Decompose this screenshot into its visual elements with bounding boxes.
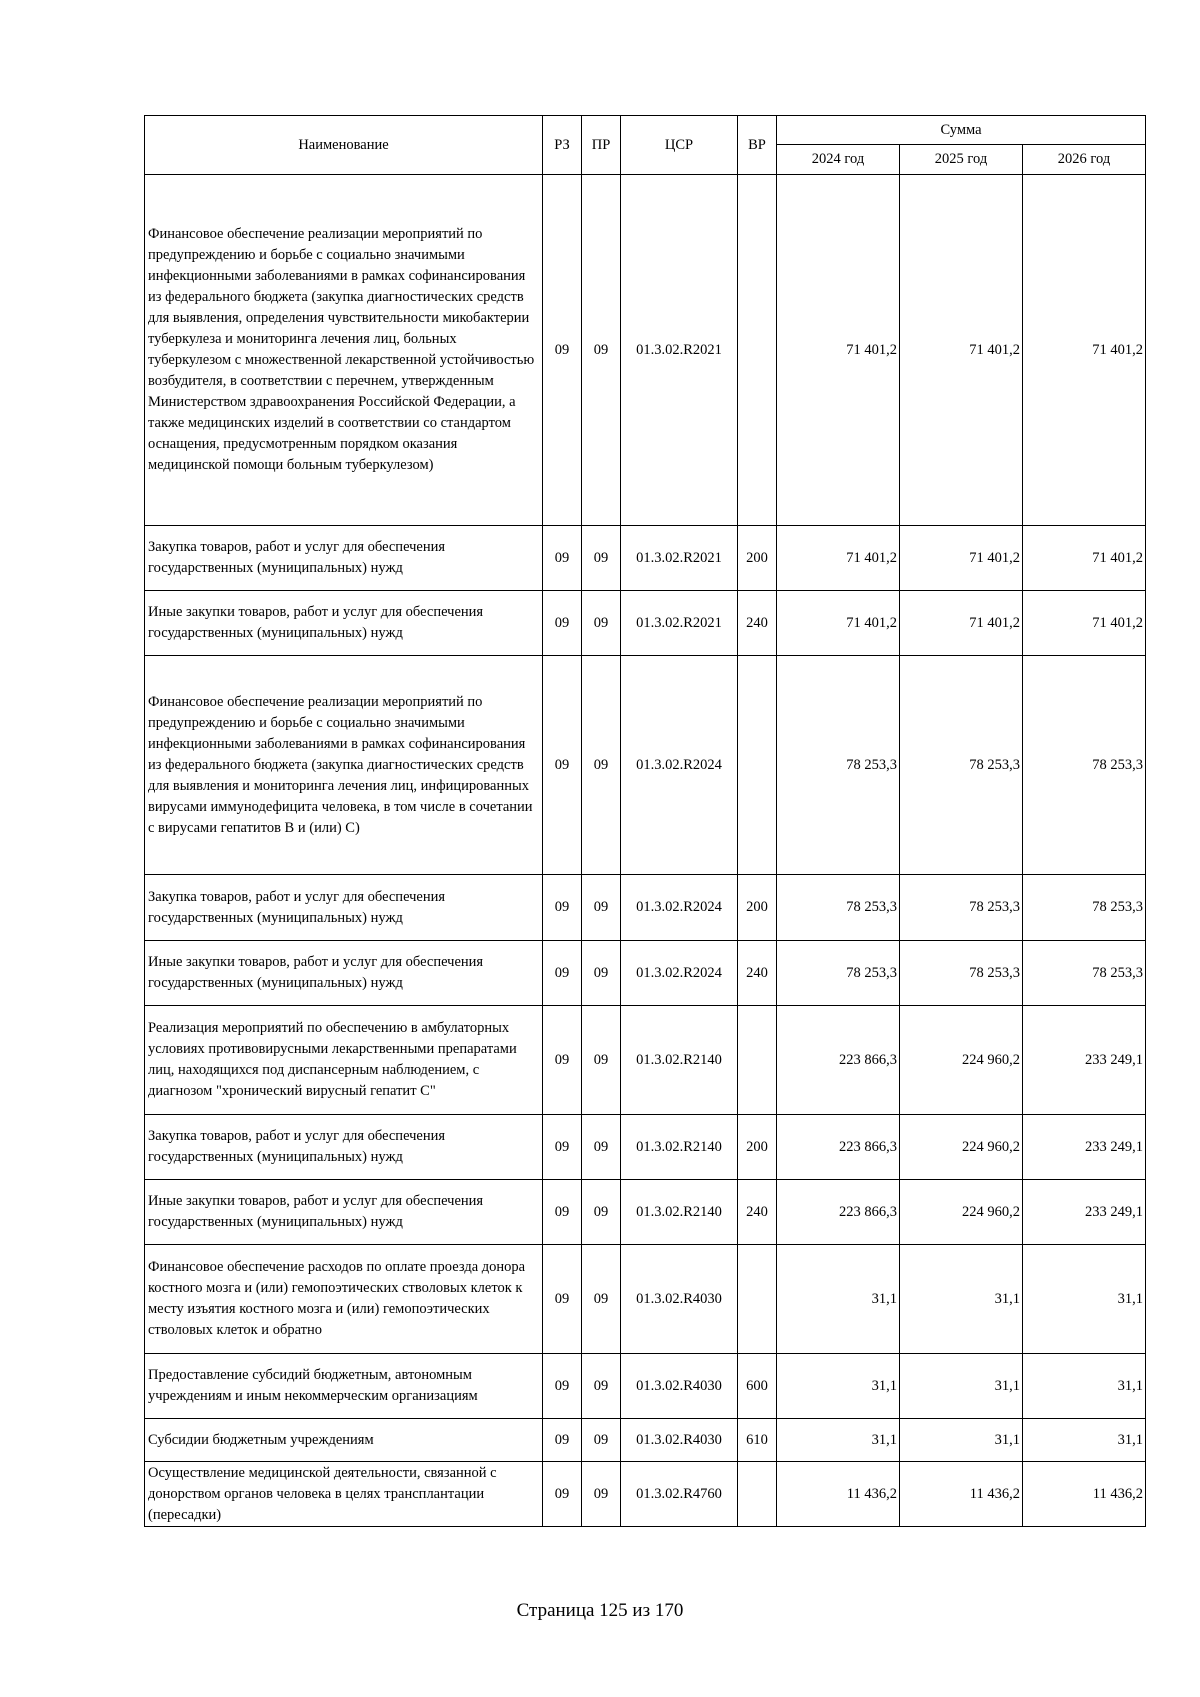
row-rz: 09 <box>543 875 582 941</box>
row-value-2026: 233 249,1 <box>1023 1006 1146 1115</box>
row-rz: 09 <box>543 1245 582 1354</box>
row-name: Закупка товаров, работ и услуг для обеспечения государственных (муниципальных) нужд <box>145 526 543 591</box>
row-value-2025: 224 960,2 <box>900 1115 1023 1180</box>
header-csr: ЦСР <box>621 116 738 175</box>
row-csr: 01.3.02.R4030 <box>621 1245 738 1354</box>
row-pr: 09 <box>582 1245 621 1354</box>
table-row <box>145 941 1146 1006</box>
row-value-2024: 223 866,3 <box>777 1006 900 1115</box>
row-csr: 01.3.02.R2024 <box>621 875 738 941</box>
row-value-2026: 71 401,2 <box>1023 175 1146 526</box>
header-year-2024: 2024 год <box>777 145 900 175</box>
row-rz: 09 <box>543 175 582 526</box>
row-value-2026: 233 249,1 <box>1023 1180 1146 1245</box>
row-value-2024: 31,1 <box>777 1245 900 1354</box>
table-row <box>145 1006 1146 1115</box>
row-vr <box>738 656 777 875</box>
table-row <box>145 526 1146 591</box>
header-year-2026: 2026 год <box>1023 145 1146 175</box>
table-row <box>145 1115 1146 1180</box>
row-vr <box>738 175 777 526</box>
row-value-2025: 78 253,3 <box>900 875 1023 941</box>
row-pr: 09 <box>582 526 621 591</box>
row-value-2026: 71 401,2 <box>1023 526 1146 591</box>
table-header <box>145 116 1146 175</box>
budget-table <box>144 115 1146 1527</box>
row-value-2025: 71 401,2 <box>900 526 1023 591</box>
row-csr: 01.3.02.R2021 <box>621 591 738 656</box>
table-row <box>145 1245 1146 1354</box>
table-row <box>145 1419 1146 1462</box>
row-value-2025: 11 436,2 <box>900 1462 1023 1527</box>
row-name: Реализация мероприятий по обеспечению в амбулаторных условиях противовирусными лекарственными препаратами лиц, находящихся под диспансерным наблюдением, с диагнозом "хронический вирусный гепатит С" <box>145 1006 543 1115</box>
row-name: Финансовое обеспечение расходов по оплате проезда донора костного мозга и (или) гемопоэтических стволовых клеток к месту изъятия костного мозга и (или) гемопоэтических стволовых клеток и обратно <box>145 1245 543 1354</box>
row-value-2025: 224 960,2 <box>900 1006 1023 1115</box>
row-pr: 09 <box>582 1115 621 1180</box>
row-value-2026: 233 249,1 <box>1023 1115 1146 1180</box>
row-csr: 01.3.02.R2021 <box>621 175 738 526</box>
row-vr <box>738 1462 777 1527</box>
row-value-2026: 31,1 <box>1023 1354 1146 1419</box>
row-vr <box>738 1006 777 1115</box>
row-rz: 09 <box>543 941 582 1006</box>
row-name: Предоставление субсидий бюджетным, автономным учреждениям и иным некоммерческим организациям <box>145 1354 543 1419</box>
header-pr: ПР <box>582 116 621 175</box>
row-rz: 09 <box>543 1180 582 1245</box>
row-csr: 01.3.02.R4030 <box>621 1419 738 1462</box>
row-csr: 01.3.02.R4030 <box>621 1354 738 1419</box>
table-row <box>145 175 1146 526</box>
row-pr: 09 <box>582 941 621 1006</box>
table-row <box>145 1180 1146 1245</box>
row-name: Субсидии бюджетным учреждениям <box>145 1419 543 1462</box>
table-row <box>145 591 1146 656</box>
row-value-2025: 224 960,2 <box>900 1180 1023 1245</box>
row-vr: 200 <box>738 526 777 591</box>
header-vr: ВР <box>738 116 777 175</box>
row-rz: 09 <box>543 1462 582 1527</box>
row-rz: 09 <box>543 1354 582 1419</box>
row-pr: 09 <box>582 875 621 941</box>
row-vr: 610 <box>738 1419 777 1462</box>
row-pr: 09 <box>582 1354 621 1419</box>
row-pr: 09 <box>582 1180 621 1245</box>
table-row <box>145 1462 1146 1527</box>
row-csr: 01.3.02.R2021 <box>621 526 738 591</box>
row-name: Иные закупки товаров, работ и услуг для обеспечения государственных (муниципальных) нужд <box>145 1180 543 1245</box>
row-pr: 09 <box>582 656 621 875</box>
row-pr: 09 <box>582 1462 621 1527</box>
row-vr: 240 <box>738 941 777 1006</box>
header-name: Наименование <box>145 116 543 175</box>
row-csr: 01.3.02.R4760 <box>621 1462 738 1527</box>
row-csr: 01.3.02.R2140 <box>621 1006 738 1115</box>
row-vr: 600 <box>738 1354 777 1419</box>
row-rz: 09 <box>543 526 582 591</box>
row-name: Закупка товаров, работ и услуг для обеспечения государственных (муниципальных) нужд <box>145 875 543 941</box>
row-value-2025: 71 401,2 <box>900 591 1023 656</box>
row-value-2026: 71 401,2 <box>1023 591 1146 656</box>
row-rz: 09 <box>543 1115 582 1180</box>
row-value-2024: 71 401,2 <box>777 591 900 656</box>
row-name: Финансовое обеспечение реализации мероприятий по предупреждению и борьбе с социально значимыми инфекционными заболеваниями в рамках софинансирования из федерального бюджета (закупка диагностических средств для выявления и мониторинга лечения лиц, инфицированных вирусами иммунодефицита человека, в том числе в сочетании с вирусами гепатитов В и (или) С) <box>145 656 543 875</box>
row-rz: 09 <box>543 1419 582 1462</box>
row-value-2025: 31,1 <box>900 1245 1023 1354</box>
row-pr: 09 <box>582 591 621 656</box>
header-row-top <box>145 116 1146 145</box>
row-value-2025: 31,1 <box>900 1354 1023 1419</box>
row-value-2026: 78 253,3 <box>1023 875 1146 941</box>
row-value-2026: 11 436,2 <box>1023 1462 1146 1527</box>
row-vr: 240 <box>738 1180 777 1245</box>
row-vr <box>738 1245 777 1354</box>
row-csr: 01.3.02.R2024 <box>621 941 738 1006</box>
page-number: Страница 125 из 170 <box>516 1600 684 1621</box>
row-name: Финансовое обеспечение реализации мероприятий по предупреждению и борьбе с социально значимыми инфекционными заболеваниями в рамках софинансирования из федерального бюджета (закупка диагностических средств для выявления, определения чувствительности микобактерии туберкулеза и мониторинга лечения лиц, больных туберкулезом с множественной лекарственной устойчивостью возбудителя, в соответствии с перечнем, утвержденным Министерством здравоохранения Российской Федерации, а также медицинских изделий в соответствии со стандартом оснащения, предусмотренным порядком оказания медицинской помощи больным туберкулезом) <box>145 175 543 526</box>
row-value-2024: 78 253,3 <box>777 875 900 941</box>
row-value-2024: 223 866,3 <box>777 1115 900 1180</box>
row-name: Иные закупки товаров, работ и услуг для обеспечения государственных (муниципальных) нужд <box>145 591 543 656</box>
row-value-2025: 31,1 <box>900 1419 1023 1462</box>
row-pr: 09 <box>582 175 621 526</box>
row-value-2024: 71 401,2 <box>777 526 900 591</box>
header-sum: Сумма <box>777 116 1146 145</box>
row-value-2026: 31,1 <box>1023 1245 1146 1354</box>
row-value-2025: 78 253,3 <box>900 656 1023 875</box>
header-year-2025: 2025 год <box>900 145 1023 175</box>
row-value-2024: 71 401,2 <box>777 175 900 526</box>
row-value-2024: 78 253,3 <box>777 656 900 875</box>
row-value-2025: 78 253,3 <box>900 941 1023 1006</box>
row-value-2024: 31,1 <box>777 1354 900 1419</box>
row-value-2026: 31,1 <box>1023 1419 1146 1462</box>
row-value-2024: 78 253,3 <box>777 941 900 1006</box>
table-row <box>145 656 1146 875</box>
row-value-2024: 31,1 <box>777 1419 900 1462</box>
row-vr: 200 <box>738 1115 777 1180</box>
row-value-2026: 78 253,3 <box>1023 656 1146 875</box>
row-vr: 240 <box>738 591 777 656</box>
row-rz: 09 <box>543 656 582 875</box>
row-name: Иные закупки товаров, работ и услуг для обеспечения государственных (муниципальных) нужд <box>145 941 543 1006</box>
row-csr: 01.3.02.R2140 <box>621 1115 738 1180</box>
row-name: Закупка товаров, работ и услуг для обеспечения государственных (муниципальных) нужд <box>145 1115 543 1180</box>
row-rz: 09 <box>543 591 582 656</box>
row-rz: 09 <box>543 1006 582 1115</box>
row-value-2024: 11 436,2 <box>777 1462 900 1527</box>
header-rz: РЗ <box>543 116 582 175</box>
row-csr: 01.3.02.R2140 <box>621 1180 738 1245</box>
table-row <box>145 1354 1146 1419</box>
row-value-2024: 223 866,3 <box>777 1180 900 1245</box>
table-row <box>145 875 1146 941</box>
row-name: Осуществление медицинской деятельности, связанной с донорством органов человека в целях трансплантации (пересадки) <box>145 1462 543 1527</box>
row-pr: 09 <box>582 1419 621 1462</box>
row-csr: 01.3.02.R2024 <box>621 656 738 875</box>
table-body <box>145 175 1146 1527</box>
row-pr: 09 <box>582 1006 621 1115</box>
row-vr: 200 <box>738 875 777 941</box>
row-value-2026: 78 253,3 <box>1023 941 1146 1006</box>
row-value-2025: 71 401,2 <box>900 175 1023 526</box>
